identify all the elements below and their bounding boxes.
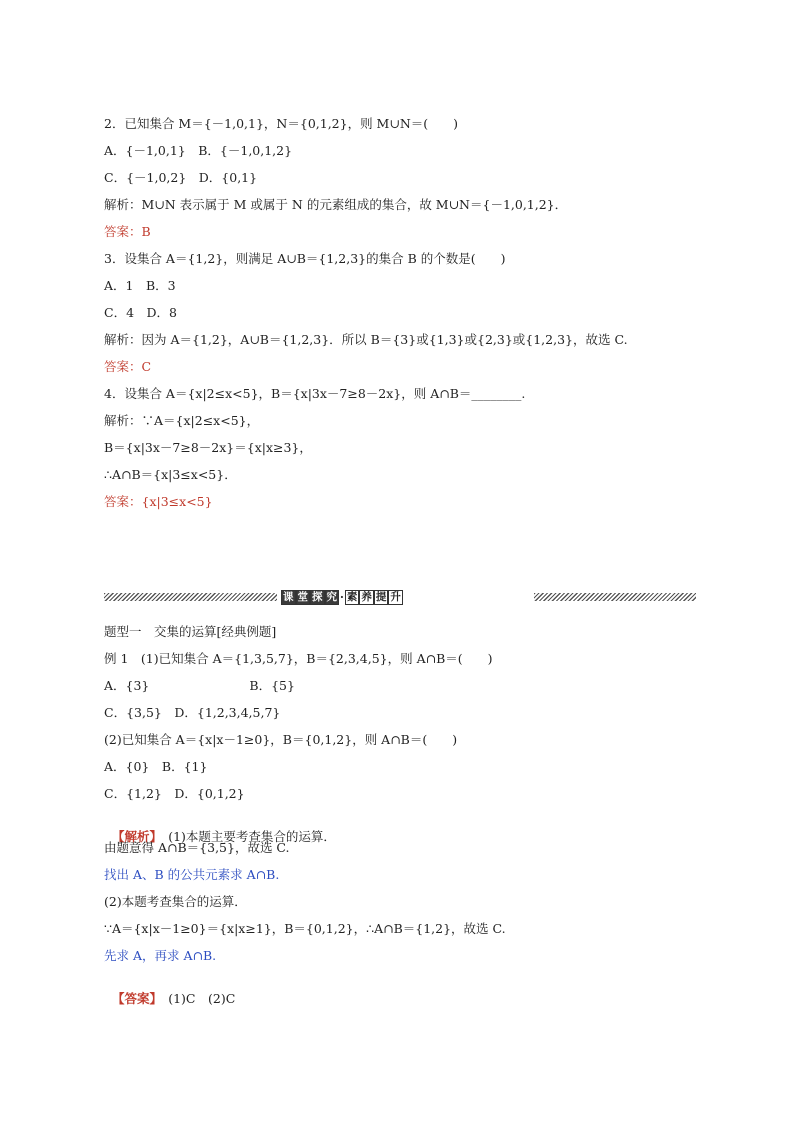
analysis-line-3: (2)本题考查集合的运算． [104, 894, 247, 909]
question-4-analysis-1: 解析：∵A＝{x|2≤x<5}， [104, 413, 260, 428]
divider-hatch-left [104, 593, 277, 601]
answer-text: (1)C (2)C [155, 991, 236, 1006]
question-3-answer: 答案：C [104, 359, 152, 374]
example-1-part-2: (2)已知集合 A＝{x|x－1≥0}，B＝{0,1,2}，则 A∩B＝( ) [104, 732, 458, 747]
divider-hatch-right [534, 593, 696, 601]
banner-dot: · [340, 590, 344, 604]
banner-char: 探 [312, 590, 323, 603]
banner-char: 素 [346, 590, 358, 603]
example-1-part-1-options-cd: C．{3,5} D．{1,2,3,4,5,7} [104, 705, 281, 720]
analysis-line-2: 由题意得 A∩B＝{3,5}，故选 C. [104, 840, 290, 855]
banner-char: 升 [390, 590, 401, 603]
example-1-part-2-options-cd: C．{1,2} D．{0,1,2} [104, 786, 245, 801]
question-2-options-cd: C．{－1,0,2} D．{0,1} [104, 170, 258, 185]
question-4-analysis-2: B＝{x|3x－7≥8－2x}＝{x|x≥3}， [104, 440, 312, 455]
analysis-label: 【解析】 [111, 829, 156, 844]
question-4-answer: 答案：{x|3≤x<5} [104, 494, 213, 509]
analysis-line-4: ∵A＝{x|x－1≥0}＝{x|x≥1}，B＝{0,1,2}，∴A∩B＝{1,2}，故选 C. [104, 921, 506, 936]
question-3-options-cd: C．4 D．8 [104, 305, 177, 320]
question-2-options-ab: A．{－1,0,1} B．{－1,0,1,2} [104, 143, 293, 158]
answer-line [104, 975, 235, 1007]
section-banner [281, 590, 403, 604]
hint-line-2: 先求 A，再求 A∩B. [104, 948, 217, 963]
example-1-part-1-options-ab: A．{3} B．{5} [104, 678, 295, 693]
question-4-analysis-3: ∴A∩B＝{x|3≤x<5}． [104, 467, 237, 482]
example-1-part-1: 例 1 (1)已知集合 A＝{1,3,5,7}，B＝{2,3,4,5}，则 A∩B＝( ) [104, 651, 493, 666]
analysis-text-1: (1)本题主要考查集合的运算． [155, 829, 336, 844]
example-1-part-2-options-ab: A．{0} B．{1} [104, 759, 208, 774]
question-2-analysis: 解析：M∪N 表示属于 M 或属于 N 的元素组成的集合，故 M∪N＝{－1,0,1,2}． [104, 197, 568, 212]
question-3: 3．设集合 A＝{1,2}，则满足 A∪B＝{1,2,3}的集合 B 的个数是( ) [104, 251, 506, 266]
answer-label: 【答案】 [111, 991, 156, 1006]
banner-char: 养 [361, 590, 372, 603]
section-title: 题型一 交集的运算[经典例题] [104, 624, 277, 639]
question-3-options-ab: A．1 B．3 [104, 278, 176, 293]
section-divider [104, 590, 596, 604]
question-4: 4．设集合 A＝{x|2≤x<5}，B＝{x|3x－7≥8－2x}，则 A∩B＝________. [104, 386, 526, 401]
question-2: 2．已知集合 M＝{－1,0,1}，N＝{0,1,2}，则 M∪N＝( ) [104, 116, 459, 131]
hint-line-1: 找出 A、B 的公共元素求 A∩B. [104, 867, 280, 882]
banner-char: 提 [375, 590, 387, 603]
question-2-answer: 答案：B [104, 224, 151, 239]
banner-char: 堂 [297, 590, 308, 603]
banner-char: 课 [283, 590, 294, 603]
banner-char: 究 [326, 590, 337, 603]
question-3-analysis: 解析：因为 A＝{1,2}，A∪B＝{1,2,3}．所以 B＝{3}或{1,3}或{2,3}或{1,2,3}，故选 C. [104, 332, 628, 347]
